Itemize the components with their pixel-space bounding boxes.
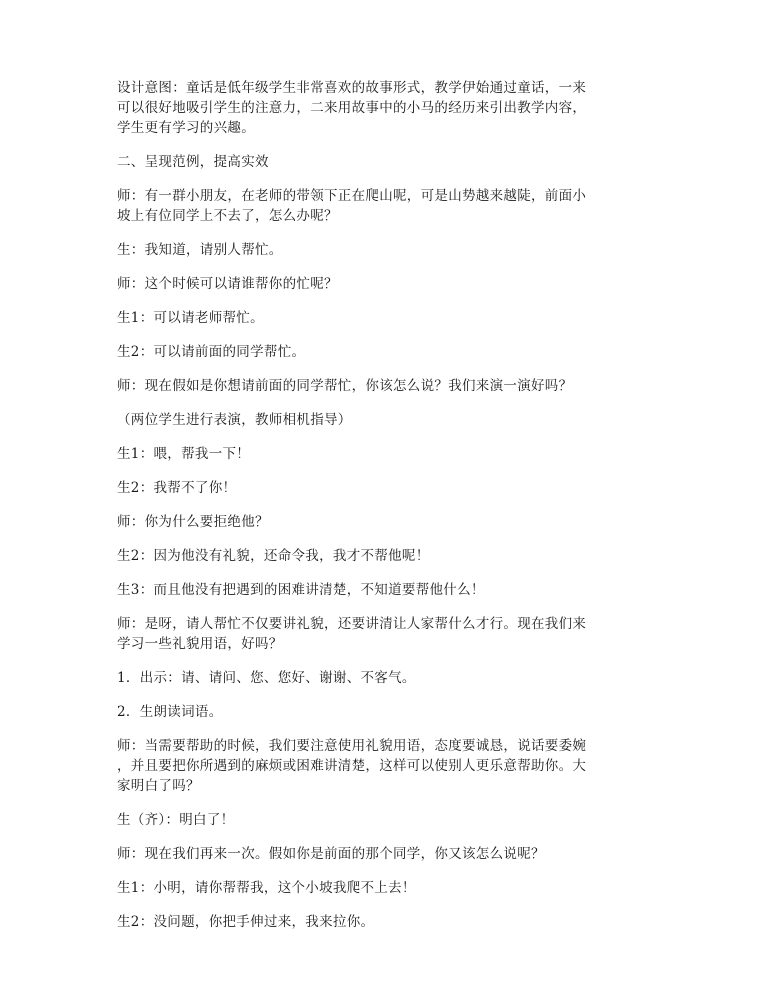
paragraph-student [117,810,657,830]
text-line: 生1：可以请老师帮忙。 [117,310,264,326]
text-line: 生2：我帮不了你！ [117,480,237,496]
text-line: 生2：因为他没有礼貌，还命令我，我才不帮他呢！ [117,548,430,564]
text-line: 二、呈现范例，提高实效 [117,154,269,170]
paragraph-student [117,240,657,260]
paragraph-step [117,702,657,722]
paragraph-design-intent [117,78,657,138]
paragraph-teacher [117,614,657,654]
paragraph-step [117,668,657,688]
text-line: 生：我知道，请别人帮忙。 [117,242,283,258]
text-line: 生（齐）：明白了！ [117,812,235,828]
text-line: 师：当需要帮助的时候，我们要注意使用礼貌用语，态度要诚恳，说话要委婉 [117,738,587,754]
text-line: 家明白了吗？ [117,778,200,794]
text-line: 设计意图：童话是低年级学生非常喜欢的故事形式，教学伊始通过童话，一来 [117,80,587,96]
text-line: 师：这个时候可以请谁帮你的忙呢？ [117,276,338,292]
paragraph-student [117,878,657,898]
paragraph-student [117,478,657,498]
text-line: 师：现在假如是你想请前面的同学帮忙，你该怎么说？我们来演一演好吗？ [117,378,573,394]
text-line: 师：现在我们再来一次。假如你是前面的那个同学，你又该怎么说呢？ [117,846,545,862]
paragraph-teacher [117,844,657,864]
text-line: 生1：小明，请你帮帮我，这个小坡我爬不上去！ [117,880,416,896]
section-heading [117,152,657,172]
paragraph-teacher [117,186,657,226]
paragraph-student [117,342,657,362]
paragraph-student [117,546,657,566]
text-line: 生2：可以请前面的同学帮忙。 [117,344,306,360]
document-page [117,78,657,946]
text-line: ，并且要把你所遇到的麻烦或困难讲清楚，这样可以使别人更乐意帮助你。大 [117,758,587,774]
text-line: 生1：喂，帮我一下！ [117,446,251,462]
text-line: 2．生朗读词语。 [117,704,223,720]
paragraph-student [117,308,657,328]
text-line: 坡上有位同学上不去了，怎么办呢？ [117,208,338,224]
text-line: 生2：没问题，你把手伸过来，我来拉你。 [117,914,375,930]
paragraph-student [117,580,657,600]
paragraph-teacher [117,512,657,532]
paragraph-teacher [117,376,657,396]
paragraph-teacher [117,274,657,294]
text-line: 学习一些礼貌用语，好吗？ [117,636,283,652]
paragraph-student [117,912,657,932]
text-line: 可以很好地吸引学生的注意力，二来用故事中的小马的经历来引出教学内容， [117,100,587,116]
paragraph-stage-note [117,410,657,430]
text-line: （两位学生进行表演，教师相机指导） [117,412,352,428]
text-line: 1．出示：请、请问、您、您好、谢谢、不客气。 [117,670,416,686]
text-line: 学生更有学习的兴趣。 [117,120,255,136]
paragraph-teacher [117,736,657,796]
text-line: 师：你为什么要拒绝他？ [117,514,269,530]
text-line: 师：有一群小朋友，在老师的带领下正在爬山呢，可是山势越来越陡，前面小 [117,188,587,204]
text-line: 生3：而且他没有把遇到的困难讲清楚，不知道要帮他什么！ [117,582,485,598]
text-line: 师：是呀，请人帮忙不仅要讲礼貌，还要讲清让人家帮什么才行。现在我们来 [117,616,587,632]
paragraph-student [117,444,657,464]
